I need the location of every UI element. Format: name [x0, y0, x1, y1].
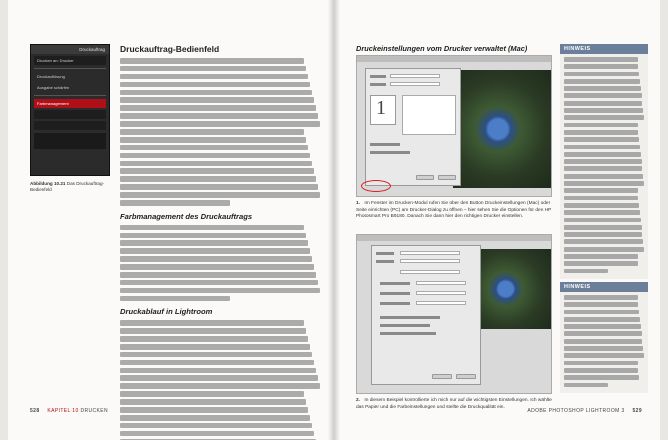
caption-number: 1. [356, 201, 361, 206]
settings-popup [400, 270, 460, 274]
text-line [564, 218, 641, 223]
panel-header: Druckauftrag [31, 45, 109, 54]
text-line [120, 336, 308, 342]
text-line [120, 184, 318, 190]
text-line [564, 79, 640, 84]
text-line [564, 383, 608, 388]
text-line [120, 145, 308, 151]
text-line [564, 254, 638, 259]
preset-field [390, 82, 440, 86]
text-line [120, 320, 304, 326]
subsection-heading: Farbmanagement des Druckauftrags [120, 211, 253, 221]
text-line [120, 296, 230, 302]
text-line [564, 196, 638, 201]
cancel-button [432, 374, 452, 379]
note-title: HINWEIS [560, 44, 648, 54]
note-box-1 [560, 44, 648, 279]
text-line [120, 344, 310, 350]
left-folio [30, 408, 108, 414]
text-line [564, 64, 638, 69]
book-title: ADOBE PHOTOSHOP LIGHTROOM 3 [527, 408, 625, 414]
text-line [564, 210, 640, 215]
text-line [564, 137, 639, 142]
print-dialog [365, 68, 461, 186]
text-line [564, 302, 638, 307]
text-line [564, 152, 641, 157]
text-line [564, 123, 638, 128]
text-line [120, 407, 308, 413]
text-line [120, 161, 312, 167]
panel-row-highlighted: Farbmanagement [34, 99, 106, 108]
text-line [564, 130, 638, 135]
text-line [564, 188, 638, 193]
figure-caption-text: Das Druckauftrag-Bedienfeld [30, 181, 105, 193]
text-line [120, 66, 306, 72]
text-line [564, 339, 642, 344]
printer-field [400, 251, 460, 255]
text-line [564, 261, 638, 266]
text-line [564, 368, 638, 373]
text-line [564, 247, 644, 252]
text-line [120, 97, 314, 103]
paper-type-field [416, 281, 466, 285]
text-line [120, 137, 306, 143]
text-line [564, 101, 642, 106]
note-box-2 [560, 282, 648, 393]
panel-row [34, 121, 106, 130]
main-text-column [120, 44, 320, 440]
color-field [416, 301, 466, 305]
text-line [120, 375, 318, 381]
text-line [120, 82, 310, 88]
panel-divider [34, 68, 106, 69]
text-line [120, 58, 304, 64]
dialog-label [376, 260, 394, 263]
text-line [120, 90, 312, 96]
text-line [120, 264, 314, 270]
text-line [564, 108, 643, 113]
mac-print-dialog-screenshot-1 [356, 55, 552, 197]
text-line [120, 256, 312, 262]
preview-photo [453, 70, 552, 188]
figure-heading: Druckeinstellungen vom Drucker verwaltet (Mac) [356, 44, 528, 53]
window-titlebar [357, 235, 551, 241]
right-page-number: 529 [632, 408, 642, 414]
text-line [120, 272, 316, 278]
dialog-label [380, 324, 430, 327]
text-line [120, 200, 230, 206]
print-settings-dialog [371, 245, 481, 385]
text-line [120, 105, 316, 111]
body-text-block [120, 320, 320, 440]
text-line [120, 391, 304, 397]
text-line [564, 166, 642, 171]
text-line [564, 239, 643, 244]
panel-divider [34, 95, 106, 96]
text-line [120, 225, 304, 231]
text-line [120, 121, 320, 127]
subsection-heading: Druckablauf in Lightroom [120, 307, 213, 317]
text-line [564, 181, 644, 186]
text-line [120, 383, 320, 389]
caption-text: Im Fenster im Drucken-Modul rufen Sie über den Button Druckeinstellungen (Mac) oder Seite einrichten (PC) am Drucker-Dialog zu öffnen – hier sehen Sie die Optionen für den HP Photosmart Pro B9180. Danach Sie dann hier den richtigen Drucker einstellen. [356, 201, 552, 220]
text-line [120, 248, 310, 254]
dialog-label [370, 143, 400, 146]
caption-text: In diesem Beispiel kontrollierte ich mich nur auf die wichtigsten Einstellungen. Ich wählte das Papier und die Farbeinstellungen und stellte die Druckqualität ein. [356, 398, 552, 410]
dialog-label [376, 252, 394, 255]
cancel-button [416, 175, 434, 180]
text-line [120, 431, 314, 437]
text-line [120, 280, 318, 286]
text-line [120, 360, 314, 366]
left-page [8, 0, 334, 440]
text-line [120, 233, 306, 239]
text-line [120, 240, 308, 246]
text-line [564, 331, 642, 336]
dialog-label [370, 75, 386, 78]
dialog-label [380, 292, 410, 295]
left-page-number: 528 [30, 408, 40, 414]
text-line [120, 192, 320, 198]
dialog-label [380, 302, 410, 305]
text-line [564, 174, 643, 179]
text-line [564, 269, 608, 274]
text-line [564, 353, 644, 358]
dialog-label [380, 282, 410, 285]
quality-field [416, 291, 466, 295]
text-line [564, 203, 639, 208]
figure-caption [30, 181, 112, 194]
text-line [564, 232, 642, 237]
right-page [334, 0, 660, 440]
text-line [564, 93, 642, 98]
panel-row: Drucken an: Drucker [34, 56, 106, 65]
text-line [564, 346, 643, 351]
text-line [120, 168, 314, 174]
text-line [120, 288, 320, 294]
text-line [120, 74, 308, 80]
section-heading: Druckauftrag-Bedienfeld [120, 44, 220, 54]
text-line [564, 361, 638, 366]
text-line [564, 324, 641, 329]
book-gutter-shadow [328, 0, 340, 440]
preview-page-number: 1 [376, 97, 386, 119]
panel-hint-box [34, 133, 106, 149]
panel-row [34, 110, 106, 119]
text-line [564, 225, 642, 230]
preset-field [400, 259, 460, 263]
printer-field [390, 74, 440, 78]
caption-2 [356, 398, 552, 411]
text-line [120, 352, 312, 358]
text-line [120, 129, 304, 135]
caption-number: 2. [356, 398, 361, 403]
options-list [402, 95, 456, 135]
text-line [564, 145, 640, 150]
text-line [564, 115, 644, 120]
body-text-block [120, 58, 320, 206]
text-line [564, 310, 639, 315]
note-title: HINWEIS [560, 282, 648, 292]
text-line [564, 72, 639, 77]
dialog-label [380, 316, 440, 319]
text-line [564, 86, 641, 91]
text-line [120, 399, 306, 405]
print-job-panel-screenshot [30, 44, 110, 176]
text-line [564, 375, 639, 380]
text-line [120, 423, 312, 429]
text-line [120, 153, 310, 159]
window-titlebar [357, 56, 551, 62]
text-line [120, 368, 316, 374]
chapter-title: DRUCKEN [80, 408, 109, 414]
text-line [120, 113, 318, 119]
figure-caption-label: Abbildung 10.21 [30, 181, 66, 186]
chapter-label: KAPITEL 10 [47, 408, 79, 414]
print-button [438, 175, 456, 180]
print-button [456, 374, 476, 379]
body-text-block [120, 225, 320, 302]
text-line [564, 317, 640, 322]
dialog-label [370, 151, 410, 154]
text-line [120, 328, 306, 334]
panel-row: Ausgabe schärfen [37, 85, 70, 90]
text-line [120, 176, 316, 182]
caption-1 [356, 201, 552, 221]
text-line [564, 295, 638, 300]
text-line [120, 415, 310, 421]
text-line [564, 57, 638, 62]
panel-row: Druckauflösung [37, 74, 65, 79]
mac-print-dialog-screenshot-2 [356, 234, 552, 394]
dialog-label [370, 83, 386, 86]
highlight-circle [361, 180, 391, 192]
note-body [560, 54, 648, 279]
note-body [560, 292, 648, 393]
right-folio [527, 408, 642, 414]
dialog-label [380, 332, 436, 335]
text-line [564, 159, 642, 164]
